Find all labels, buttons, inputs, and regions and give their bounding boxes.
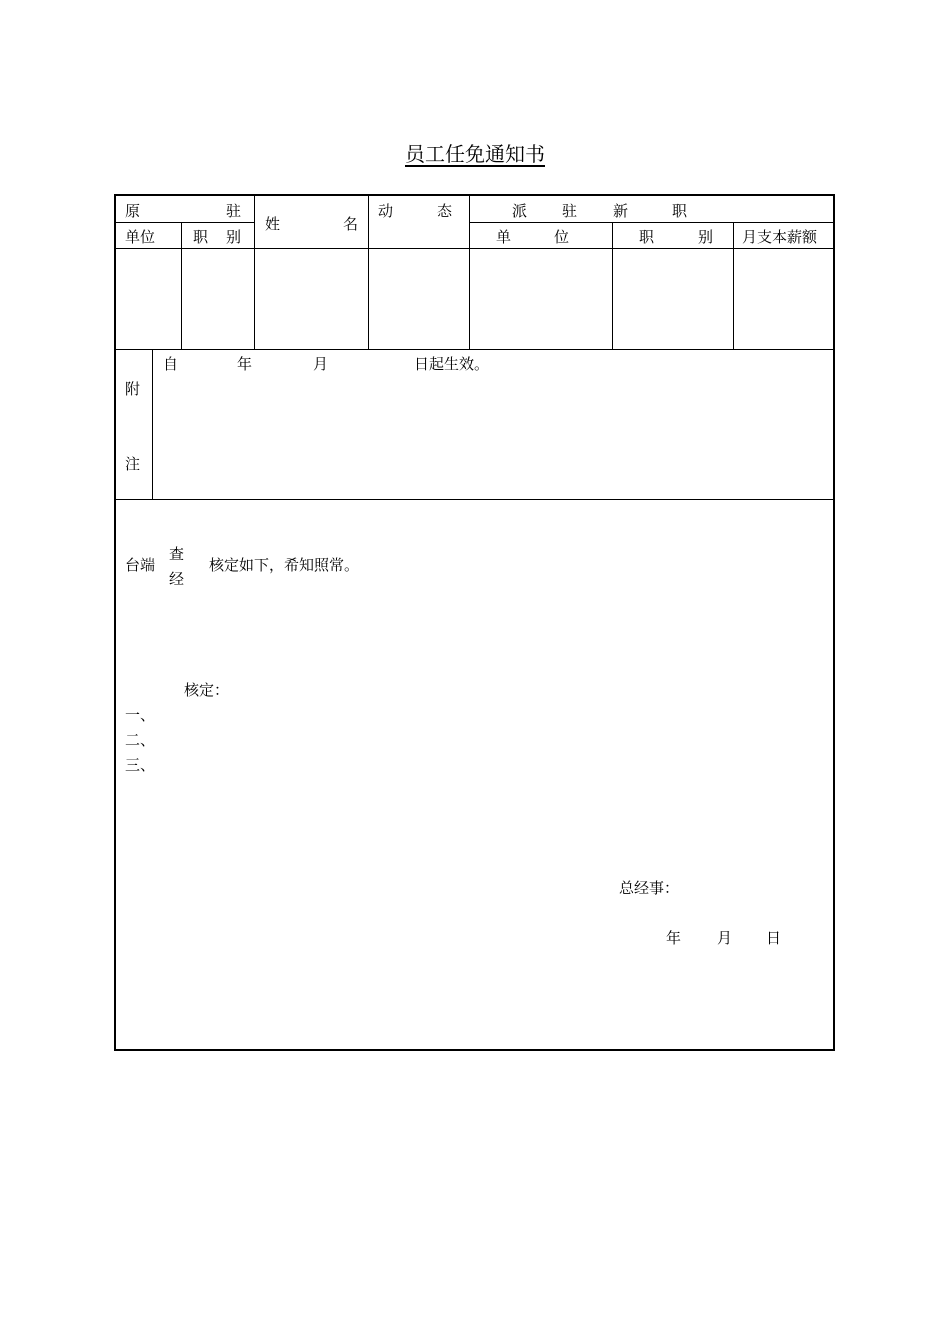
remark-effective: 日起生效。	[414, 355, 490, 373]
lower-date-year: 年	[666, 929, 682, 947]
header-name-1: 姓	[265, 215, 281, 233]
remark-month: 月	[313, 355, 329, 373]
remark-bottom-line	[116, 499, 833, 500]
remark-zi: 自	[163, 355, 179, 373]
header-salary: 月支本薪额	[742, 228, 818, 246]
col-line-unit	[181, 222, 182, 349]
lower-taiduan: 台端	[125, 556, 156, 574]
lower-heding: 核定：	[184, 681, 230, 699]
header-dongtai-1: 动	[378, 202, 394, 220]
header-name-2: 名	[343, 215, 359, 233]
header-rank-1: 职	[193, 228, 209, 246]
document-title: 员工任免通知书	[405, 142, 545, 166]
remark-label-zhu: 注	[125, 455, 141, 473]
header-new-unit-2: 位	[554, 228, 570, 246]
header-yuanzhu-2: 驻	[226, 202, 242, 220]
col-line-name	[254, 196, 255, 349]
header-new-unit-1: 单	[496, 228, 512, 246]
lower-check-jing: 经	[169, 570, 185, 588]
lower-date-month: 月	[717, 929, 733, 947]
lower-date-day: 日	[766, 929, 782, 947]
lower-check-cha: 查	[169, 545, 185, 563]
col-line-dongtai	[368, 196, 369, 349]
remark-label-fu: 附	[125, 380, 141, 398]
lower-item-3: 三、	[125, 756, 156, 774]
col-line-salary	[733, 222, 734, 349]
header-yuanzhu-1: 原	[125, 202, 141, 220]
remark-label-line	[152, 349, 153, 499]
lower-item-2: 二、	[125, 731, 156, 749]
header-dongtai-2: 态	[437, 202, 453, 220]
header-paizhu-4: 职	[672, 202, 688, 220]
lower-item-1: 一、	[125, 706, 156, 724]
remark-year: 年	[237, 355, 253, 373]
col-line-paizhu	[469, 196, 470, 349]
header-new-rank-2: 别	[698, 228, 714, 246]
header-new-rank-1: 职	[639, 228, 655, 246]
lower-gm-label: 总经事：	[619, 879, 680, 897]
col-line-new-rank	[612, 222, 613, 349]
header-paizhu-2: 驻	[562, 202, 578, 220]
lower-approved-text: 核定如下，希知照常。	[209, 556, 360, 574]
header-paizhu-1: 派	[512, 202, 528, 220]
header-rank-2: 别	[226, 228, 242, 246]
data-row-bottom-line	[116, 349, 833, 350]
header-bottom-line	[116, 248, 833, 249]
header-paizhu-3: 新	[613, 202, 629, 220]
header-split-line-right	[470, 222, 833, 223]
header-split-line-left	[116, 222, 255, 223]
notice-table	[114, 194, 835, 1051]
header-unit: 单位	[125, 228, 156, 246]
